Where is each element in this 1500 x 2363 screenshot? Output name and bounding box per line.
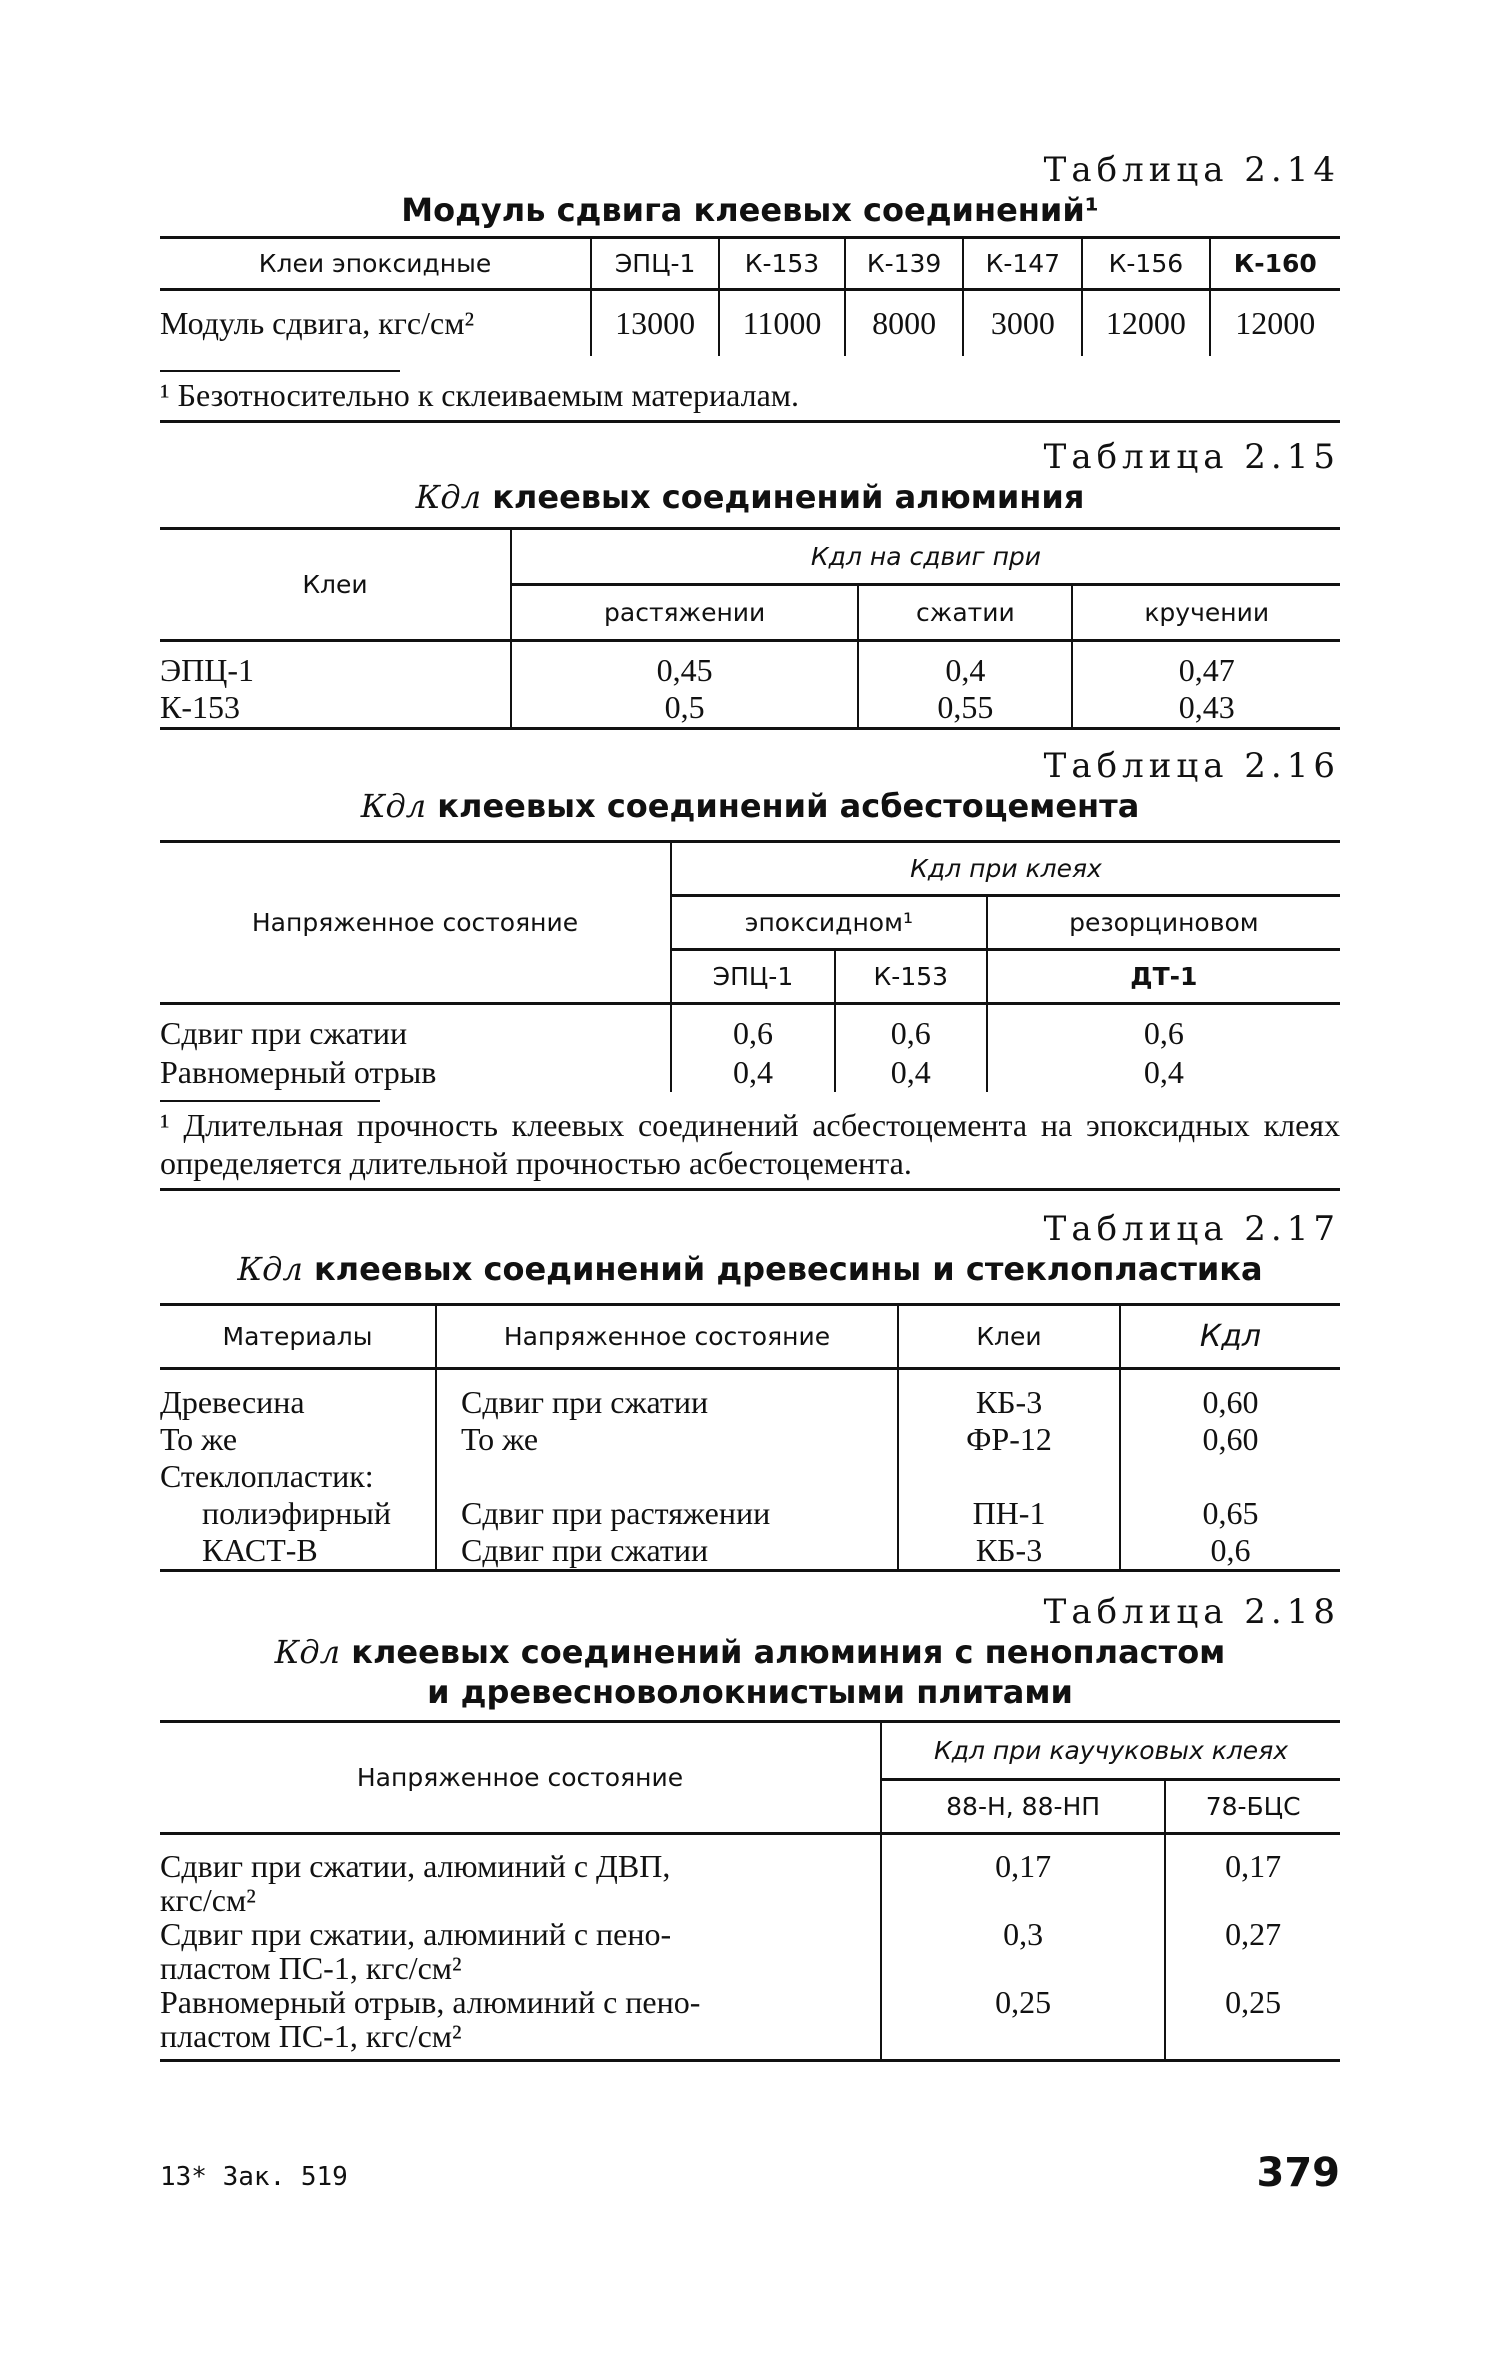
row-label	[160, 1834, 881, 1918]
table-title	[160, 1249, 1340, 1289]
value-cell: 0,6	[671, 1004, 835, 1053]
row-label-line: Сдвиг при сжатии, алюминий с пено-	[160, 1916, 672, 1952]
header-cell: К-153	[835, 950, 987, 1004]
table-2-17	[160, 1209, 1340, 1572]
state-cell: Сдвиг при сжатии	[436, 1532, 898, 1571]
value-cell: 0,45	[511, 640, 858, 689]
value-cell: 0,25	[881, 1985, 1165, 2061]
header-cell: Напряженное состояние	[356, 1763, 684, 1792]
state-cell: Сдвиг при сжатии	[436, 1369, 898, 1422]
table-number: Таблица 2.15	[1043, 436, 1340, 477]
value-cell: 0,60	[1120, 1421, 1340, 1458]
row-label	[160, 1985, 881, 2061]
value-cell: 0,43	[1072, 689, 1340, 729]
value-cell: 0,27	[1165, 1917, 1340, 1985]
page-number: 379	[1256, 2150, 1340, 2196]
state-cell	[436, 1458, 898, 1495]
printer-mark: 13* Зак. 519	[160, 2162, 348, 2192]
table-number: Таблица 2.18	[1043, 1592, 1340, 1632]
glue-cell: ФР-12	[898, 1421, 1120, 1458]
value-cell: 0,4	[858, 640, 1072, 689]
row-label: Модуль сдвига, кгс/см²	[160, 304, 475, 341]
header-cell: К-156	[1082, 238, 1209, 290]
title-text: клеевых соединений древесины и стеклопластика	[302, 1250, 1263, 1288]
value-cell: 0,4	[987, 1052, 1340, 1092]
header-cell: Клеи эпоксидные	[258, 249, 492, 278]
table-number: Таблица 2.16	[1043, 746, 1340, 786]
header-cell: К-147	[963, 238, 1082, 290]
row-label: К-153	[160, 689, 240, 726]
value-cell: 0,3	[881, 1917, 1165, 1985]
table-2-14	[160, 150, 1340, 423]
value-cell: 0,17	[881, 1834, 1165, 1918]
title-symbol: Кдл	[360, 787, 427, 825]
value-cell: 0,6	[987, 1004, 1340, 1053]
value-cell: 12000	[1082, 290, 1209, 356]
page-content	[160, 150, 1340, 2062]
glue-cell: ПН-1	[898, 1495, 1120, 1532]
table-title	[160, 1632, 1340, 1672]
table-title-line2: и древесноволокнистыми плитами	[427, 1673, 1073, 1711]
value-cell: 8000	[845, 290, 964, 356]
header-cell: сжатии	[858, 584, 1072, 640]
value-cell: 0,65	[1120, 1495, 1340, 1532]
row-label: Стеклопластик:	[160, 1458, 374, 1494]
table-number: Таблица 2.14	[1043, 150, 1340, 190]
group-header	[511, 528, 1340, 584]
header-cell	[1120, 1305, 1340, 1369]
table-grid	[160, 236, 1340, 356]
row-label: ЭПЦ-1	[160, 651, 254, 688]
divider	[160, 1188, 1340, 1191]
footnote-rule	[160, 370, 400, 372]
row-label-line: Равномерный отрыв, алюминий с пено-	[160, 1984, 701, 2020]
value-cell: 0,17	[1165, 1834, 1340, 1918]
value-cell: 0,4	[671, 1052, 835, 1092]
header-cell: Материалы	[222, 1322, 373, 1351]
table-title	[160, 786, 1340, 826]
table-title	[160, 477, 1340, 517]
glue-cell: КБ-3	[898, 1369, 1120, 1422]
header-cell: Клеи	[898, 1305, 1120, 1369]
row-label: То же	[160, 1421, 238, 1457]
row-label: Древесина	[160, 1384, 305, 1420]
group-header-text: Кдл при каучуковых клеях	[933, 1736, 1289, 1765]
header-cell: ДТ-1	[987, 950, 1340, 1004]
title-text: клеевых соединений алюминия с пенопластом	[340, 1633, 1226, 1671]
group-header-text: Кдл на сдвиг при	[810, 541, 1042, 571]
value-cell: 0,47	[1072, 640, 1340, 689]
group-header	[881, 1722, 1340, 1780]
table-title: Модуль сдвига клеевых соединений¹	[401, 191, 1099, 229]
table-2-15	[160, 437, 1340, 731]
row-label-line: Сдвиг при сжатии, алюминий с ДВП,	[160, 1848, 671, 1884]
glue-cell	[898, 1458, 1120, 1495]
table-grid	[160, 1720, 1340, 2062]
header-cell: К-160	[1210, 238, 1340, 290]
header-cell: Напряженное состояние	[436, 1305, 898, 1369]
table-2-16	[160, 746, 1340, 1191]
row-label: Сдвиг при сжатии	[160, 1015, 408, 1051]
page-footer	[160, 2150, 1340, 2210]
table-grid	[160, 1303, 1340, 1572]
title-text: клеевых соединений алюминия	[481, 477, 1085, 516]
kdl-symbol: Кдл	[1199, 1319, 1262, 1354]
header-cell: 88-Н, 88-НП	[881, 1780, 1165, 1834]
row-label-line: кгс/см²	[160, 1882, 256, 1918]
footnote: ¹ Длительная прочность клеевых соединений асбестоцемента на эпоксидных клеях определяется длительной прочностью асбестоцемента.	[160, 1107, 1340, 1181]
value-cell: 0,4	[835, 1052, 987, 1092]
title-symbol: Кдл	[274, 1633, 341, 1671]
table-grid	[160, 840, 1340, 1092]
title-symbol: Кдл	[415, 477, 482, 516]
header-cell: 78-БЦС	[1165, 1780, 1340, 1834]
group-header	[671, 842, 1340, 896]
header-cell: резорциновом	[987, 896, 1340, 950]
value-cell	[1120, 1458, 1340, 1495]
value-cell: 0,6	[1120, 1532, 1340, 1571]
footnote: ¹ Безотносительно к склеиваемым материалам.	[160, 376, 800, 413]
divider	[160, 420, 1340, 423]
value-cell: 0,25	[1165, 1985, 1340, 2061]
header-cell: ЭПЦ-1	[671, 950, 835, 1004]
value-cell: 0,60	[1120, 1369, 1340, 1422]
value-cell: 0,5	[511, 689, 858, 729]
row-label-line: пластом ПС-1, кгс/см²	[160, 1950, 462, 1986]
value-cell: 11000	[719, 290, 844, 356]
value-cell: 3000	[963, 290, 1082, 356]
group-header-text: Кдл при клеях	[910, 854, 1102, 883]
footnote-rule	[160, 1100, 380, 1102]
value-cell: 13000	[591, 290, 719, 356]
header-cell: кручении	[1072, 584, 1340, 640]
glue-cell: КБ-3	[898, 1532, 1120, 1571]
title-symbol: Кдл	[237, 1250, 303, 1288]
row-label: КАСТ-В	[202, 1532, 318, 1568]
table-2-18	[160, 1592, 1340, 2062]
title-text: клеевых соединений асбестоцемента	[426, 787, 1140, 825]
header-cell: Клеи	[302, 569, 368, 599]
state-cell: То же	[436, 1421, 898, 1458]
header-cell: Напряженное состояние	[251, 908, 579, 937]
header-cell: эпоксидном¹	[671, 896, 987, 950]
value-cell: 0,55	[858, 689, 1072, 729]
header-cell: К-153	[719, 238, 844, 290]
row-label: полиэфирный	[202, 1495, 391, 1531]
value-cell: 12000	[1210, 290, 1340, 356]
header-cell: К-139	[845, 238, 964, 290]
table-number: Таблица 2.17	[1043, 1209, 1340, 1249]
header-cell: ЭПЦ-1	[591, 238, 719, 290]
header-cell: растяжении	[511, 584, 858, 640]
value-cell: 0,6	[835, 1004, 987, 1053]
row-label: Равномерный отрыв	[160, 1053, 437, 1090]
row-label-line: пластом ПС-1, кгс/см²	[160, 2018, 462, 2054]
table-grid	[160, 527, 1340, 731]
state-cell: Сдвиг при растяжении	[436, 1495, 898, 1532]
row-label	[160, 1917, 881, 1985]
